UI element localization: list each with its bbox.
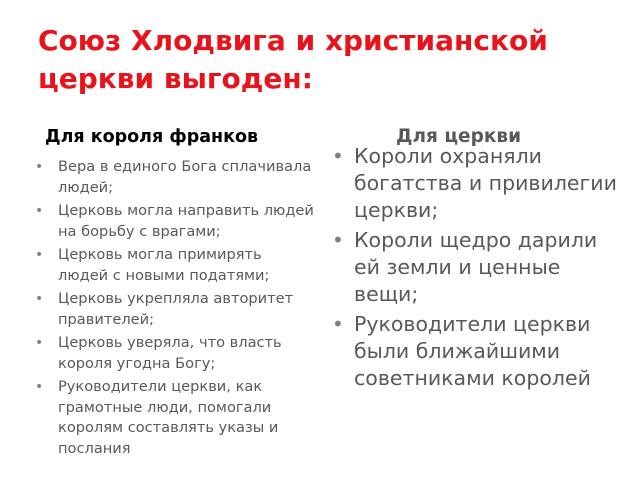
slide-title-line-2: церкви выгоден: — [38, 62, 313, 95]
left-list-item-2: • Церковь могла направить людей на борьбу с врагами; — [35, 201, 315, 242]
left-list-item-4: • Церковь укрепляла авторитет правителей; — [35, 289, 315, 330]
right-list-item-2: • Короли щедро дарили ей земли и ценные вещи; — [332, 227, 627, 308]
right-list-item-3: • Руководители церкви были ближайшими советниками королей — [332, 311, 627, 392]
right-column-heading: Для церкви — [396, 126, 522, 147]
left-column-list — [35, 157, 315, 462]
right-list-item-1: • Короли охраняли богатства и привилегии церкви; — [332, 143, 627, 224]
left-list-item-6: • Руководители церкви, как грамотные люди, помогали королям составлять указы и послания — [35, 377, 315, 459]
left-column-heading: Для короля франков — [45, 127, 259, 147]
left-list-item-1: • Вера в единого Бога сплачивала людей; — [35, 157, 315, 198]
left-list-item-3: • Церковь могла примирять людей с новыми податями; — [35, 245, 315, 286]
left-list-item-5: • Церковь уверяла, что власть короля угодна Богу; — [35, 333, 315, 374]
slide-title — [38, 22, 618, 98]
right-column-list — [332, 143, 627, 395]
slide-title-line-1: Союз Хлодвига и христианской — [38, 24, 548, 57]
